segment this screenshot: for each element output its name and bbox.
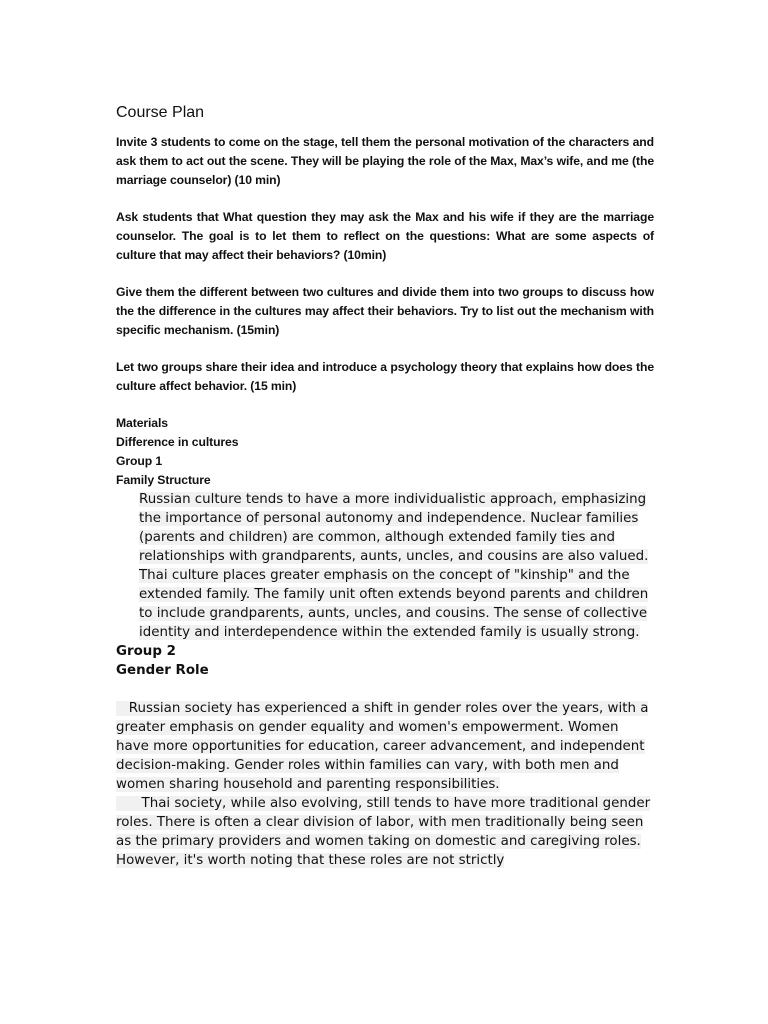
family-thai-paragraph (116, 566, 651, 642)
family-russia-text: Russian culture tends to have a more individualistic approach, emphasizing the importance of personal autonomy and independence. Nuclear families (parents and children) are common, although extended family ties and relationships with grandparents, aunts, uncles, and cousins are also valued. (139, 492, 649, 564)
family-structure-heading: Family Structure (116, 473, 211, 487)
page-title: Course Plan (116, 104, 205, 121)
family-russia-paragraph (116, 490, 651, 566)
document-page (116, 101, 654, 870)
group2-heading: Group 2 (116, 644, 176, 659)
plan-step-3: Give them the different between two cultures and divide them into two groups to discuss how the the difference in the cultures may affect their behaviors. Try to list out the mechanism with specific mechanism. (15min) (116, 285, 654, 337)
gender-role-heading: Gender Role (116, 663, 209, 678)
group1-heading: Group 1 (116, 454, 163, 468)
plan-step-4: Let two groups share their idea and introduce a psychology theory that explains how does the culture affect behavior. (15 min) (116, 360, 654, 393)
difference-heading: Difference in cultures (116, 435, 239, 449)
gender-thai-paragraph (116, 794, 654, 870)
gender-thai-text (116, 796, 650, 868)
plan-step-2: Ask students that What question they may ask the Max and his wife if they are the marriage counselor. The goal is to let them to reflect on the questions: What are some aspects of culture that may affect their behaviors? (10min) (116, 210, 654, 262)
gender-russia-text (116, 701, 648, 792)
blank-line (116, 680, 654, 699)
family-thai-text: Thai culture places greater emphasis on the concept of "kinship" and the extended family. The family unit often extends beyond parents and children to include grandparents, aunts, uncles, and cousins. The sense of collective identity and interdependence within the extended family is usually strong. (139, 568, 649, 640)
plan-step-1: Invite 3 students to come on the stage, tell them the personal motivation of the characters and ask them to act out the scene. They will be playing the role of the Max, Max’s wife, and me (the marriage counselor) (10 min) (116, 135, 654, 187)
materials-heading: Materials (116, 416, 168, 430)
gender-thai-content: Thai society, while also evolving, still tends to have more traditional gender roles. There is often a clear division of labor, with men traditionally being seen as the primary providers and women taking on domestic and caregiving roles. However, it's worth noting that these roles are not strictly (116, 796, 651, 868)
gender-russia-paragraph (116, 699, 654, 794)
gender-russia-content: Russian society has experienced a shift in gender roles over the years, with a greater emphasis on gender equality and women's empowerment. Women have more opportunities for education, career advancement, and independent decision-making. Gender roles within families can vary, with both men and women sharing household and parenting responsibilities. (116, 701, 649, 792)
